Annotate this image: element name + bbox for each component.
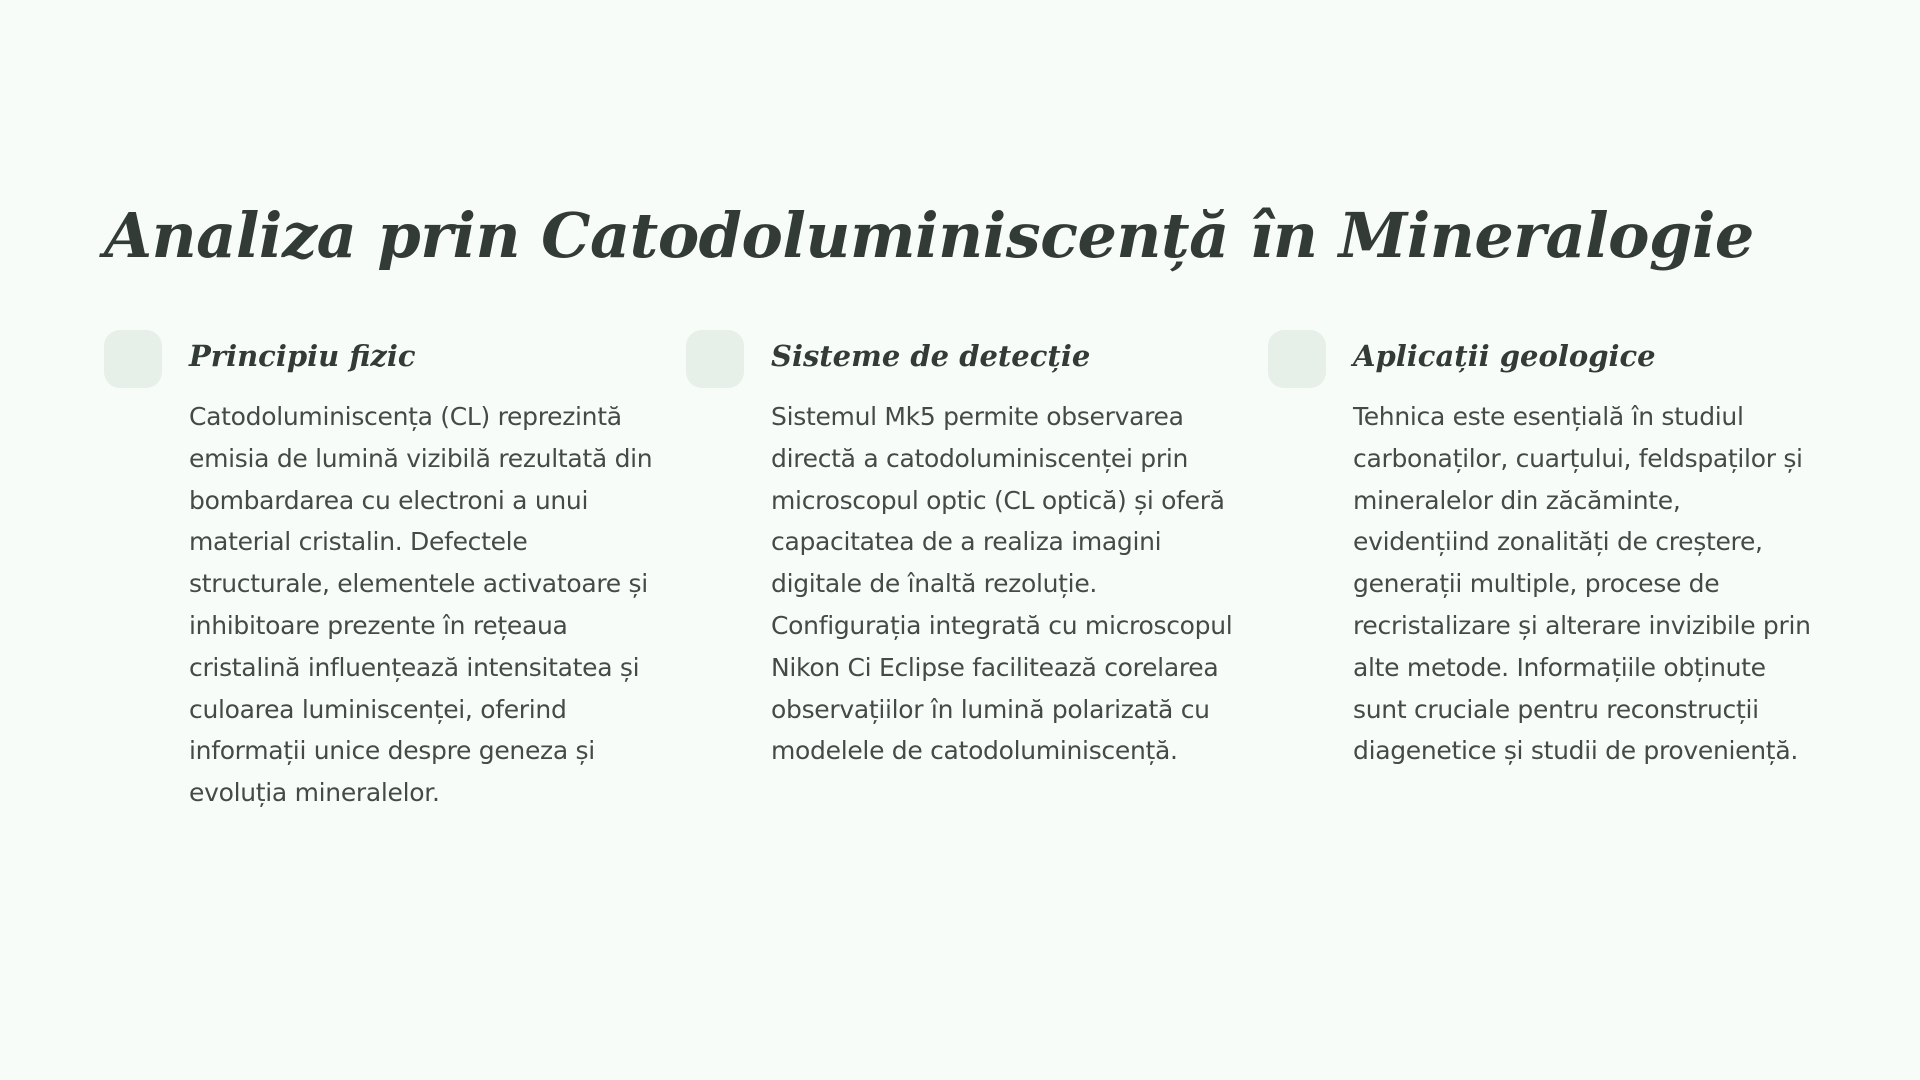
column-text: Sistemul Mk5 permite observarea directă a catodoluminiscenței prin microscopul optic (CL optică) și oferă capacitatea de a realiza imagini digitale de înaltă rezoluție. Configurația integrată cu microscopul Nikon Ci Eclipse facilitează corelarea observațiilor în lumină polarizată cu modelele de catodoluminiscență. [771, 402, 1233, 766]
content-columns [104, 330, 1816, 850]
column-text: Tehnica este esențială în studiul carbonaților, cuarțului, feldspaților și mineralelor din zăcăminte, evidențiind zonalități de creștere, generații multiple, procese de recristalizare și alterare invizibile prin alte metode. Informațiile obținute sunt cruciale pentru reconstrucții diagenetice și studii de proveniență. [1353, 402, 1811, 766]
column-badge [1268, 330, 1326, 388]
column-heading: Aplicații geologice [1353, 339, 1656, 373]
column-heading: Principiu fizic [189, 339, 416, 373]
column-badge [686, 330, 744, 388]
column-badge [104, 330, 162, 388]
column-heading: Sisteme de detecție [771, 339, 1091, 373]
column-text: Catodoluminiscența (CL) reprezintă emisia de lumină vizibilă rezultată din bombardarea cu electroni a unui material cristalin. Defectele structurale, elementele activatoare și inhibitoare prezente în rețeaua cristalină influențează intensitatea și culoarea luminiscenței, oferind informații unice despre geneza și evoluția mineralelor. [189, 402, 653, 808]
slide-title: Analiza prin Catodoluminiscență în Mineralogie [104, 199, 1754, 272]
